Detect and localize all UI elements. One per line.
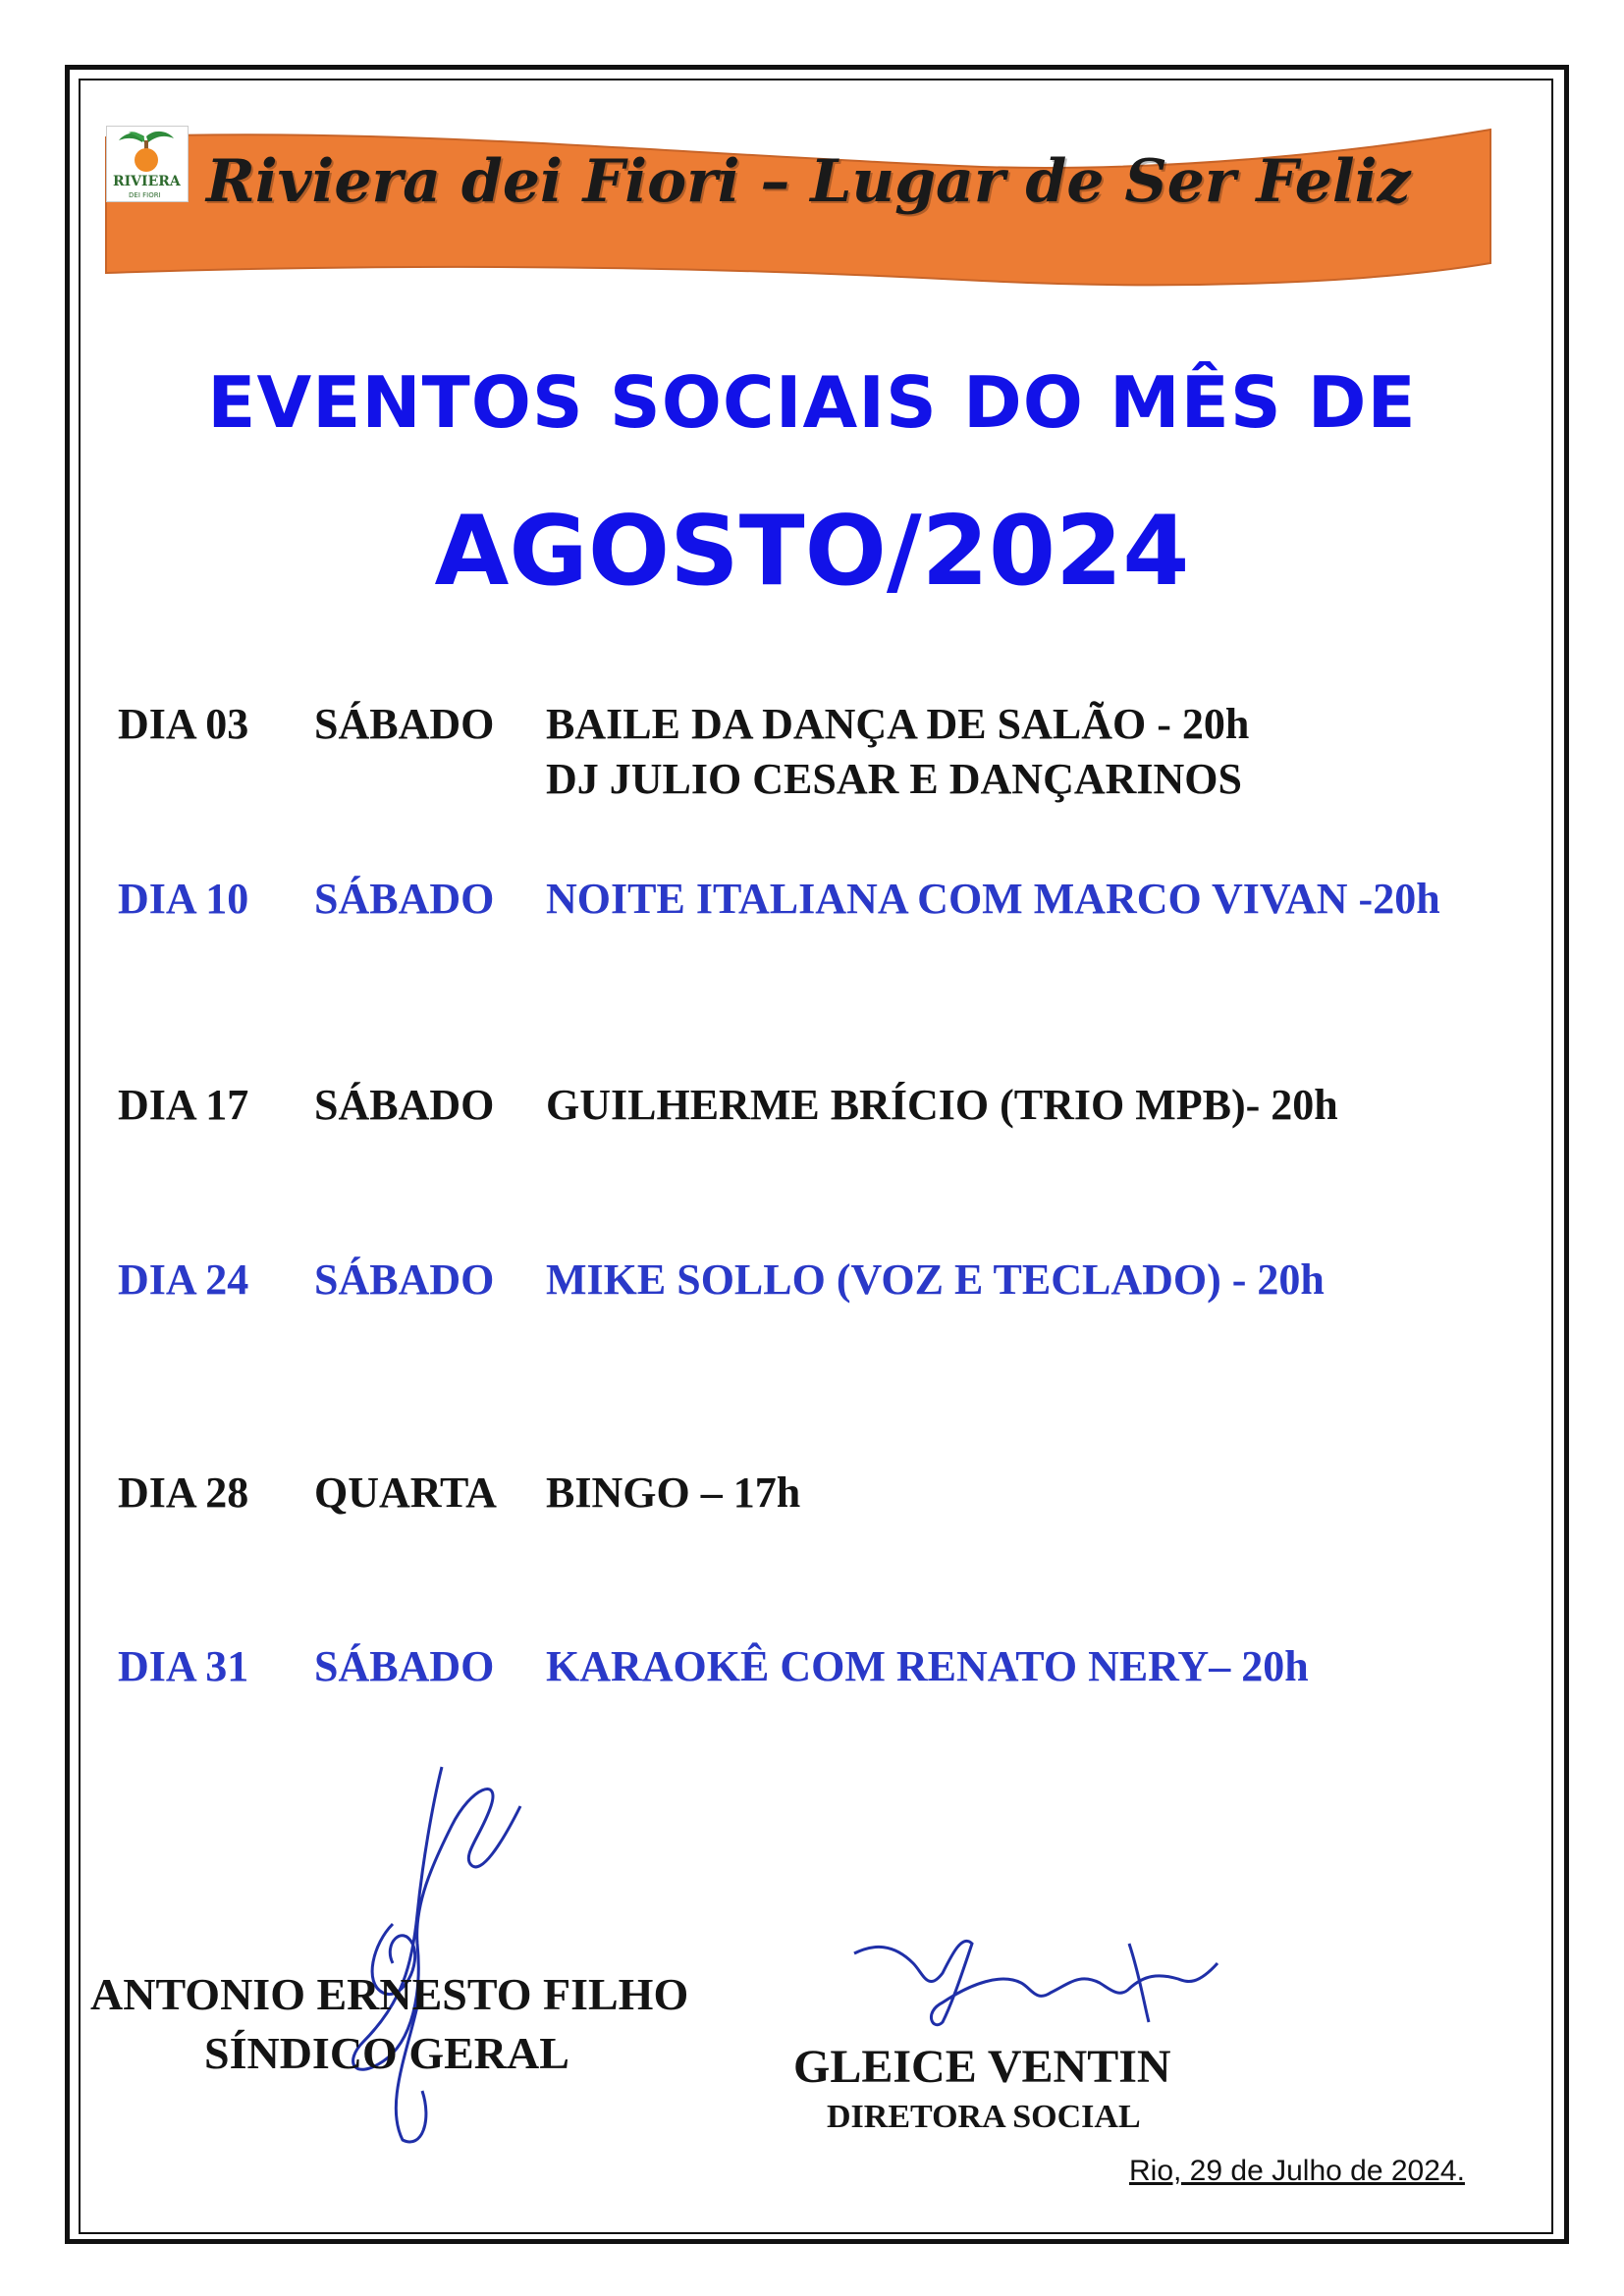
event-description: BINGO – 17h	[546, 1468, 801, 1517]
event-description: BAILE DA DANÇA DE SALÃO - 20h	[546, 700, 1250, 748]
event-description: MIKE SOLLO (VOZ E TECLADO) - 20h	[546, 1255, 1325, 1304]
footer-date: Rio, 29 de Julho de 2024.	[1129, 2155, 1465, 2187]
banner-title: Riviera dei Fiori – Lugar de Ser Feliz	[206, 147, 1411, 216]
event-day: DIA 28	[118, 1468, 249, 1517]
signature-left-role: SÍNDICO GERAL	[204, 2028, 569, 2078]
event-day: DIA 03	[118, 700, 249, 748]
page-title: EVENTOS SOCIAIS DO MÊS DE	[207, 361, 1417, 444]
event-day: DIA 17	[118, 1081, 249, 1129]
signature-right-role: DIRETORA SOCIAL	[827, 2099, 1141, 2135]
signature-left	[324, 1747, 540, 2160]
event-description: KARAOKÊ COM RENATO NERY– 20h	[546, 1642, 1309, 1690]
event-day: DIA 10	[118, 875, 249, 923]
svg-text:RIVIERA: RIVIERA	[113, 174, 181, 189]
event-description-line2: DJ JULIO CESAR E DANÇARINOS	[546, 755, 1242, 803]
signature-left-name: ANTONIO ERNESTO FILHO	[90, 1969, 689, 2019]
page-subtitle: AGOSTO/2024	[434, 496, 1190, 608]
event-weekday: SÁBADO	[314, 875, 495, 923]
event-weekday: SÁBADO	[314, 1642, 495, 1690]
event-weekday: SÁBADO	[314, 700, 495, 748]
event-weekday: QUARTA	[314, 1468, 497, 1517]
event-description: NOITE ITALIANA COM MARCO VIVAN -20h	[546, 875, 1440, 923]
event-weekday: SÁBADO	[314, 1081, 495, 1129]
event-day: DIA 31	[118, 1642, 249, 1690]
signature-right	[835, 1914, 1227, 2042]
signature-right-name: GLEICE VENTIN	[793, 2041, 1171, 2093]
svg-text:DEI FIORI: DEI FIORI	[129, 191, 161, 199]
event-description: GUILHERME BRÍCIO (TRIO MPB)- 20h	[546, 1081, 1338, 1129]
event-day: DIA 24	[118, 1255, 249, 1304]
riviera-logo	[106, 126, 189, 202]
event-weekday: SÁBADO	[314, 1255, 495, 1304]
